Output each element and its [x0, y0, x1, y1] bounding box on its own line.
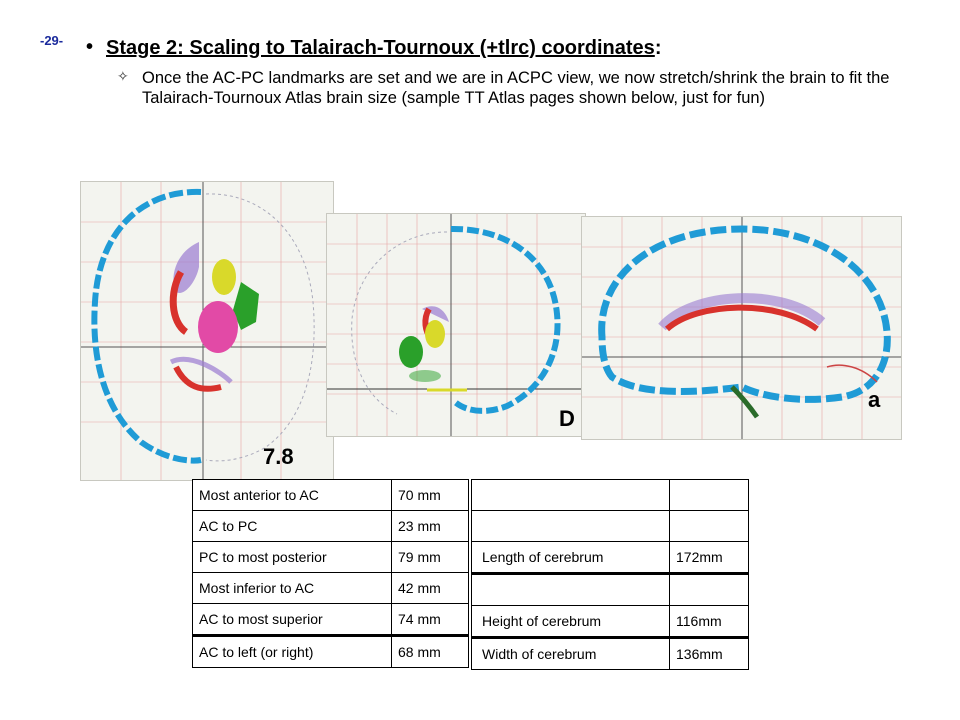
row-value: 172mm	[670, 542, 749, 574]
row-label: Most inferior to AC	[193, 573, 392, 604]
row-label: AC to most superior	[193, 604, 392, 636]
row-value: 136mm	[670, 638, 749, 670]
row-label	[472, 574, 670, 606]
row-value: 116mm	[670, 606, 749, 638]
sub-bullet-icon: ✧	[117, 68, 129, 84]
row-label: Length of cerebrum	[472, 542, 670, 574]
row-label: AC to left (or right)	[193, 636, 392, 668]
slide-title-colon: :	[654, 37, 662, 59]
row-value	[670, 574, 749, 606]
atlas-coronal-figure	[326, 213, 586, 437]
slide-title-text: Stage 2: Scaling to Talairach-Tournoux (+tlrc) coordinates	[106, 37, 655, 59]
atlas-sagittal-label: a	[868, 387, 881, 412]
row-label: Height of cerebrum	[472, 606, 670, 638]
body-text: Once the AC-PC landmarks are set and we are in ACPC view, we now stretch/shrink the brain to fit the Talairach-Tournoux Atlas brain size (sample TT Atlas pages shown below, just for fun)	[142, 69, 890, 107]
table-row	[472, 638, 749, 670]
row-label: AC to PC	[193, 511, 392, 542]
row-value: 74 mm	[392, 604, 469, 636]
table-row	[193, 573, 469, 604]
table-row	[472, 574, 749, 606]
row-label: Most anterior to AC	[193, 480, 392, 511]
row-value: 79 mm	[392, 542, 469, 573]
table-row	[193, 636, 469, 668]
atlas-axial-drawing	[81, 182, 333, 480]
table-row	[472, 511, 749, 542]
page-number: -29-	[40, 33, 64, 48]
row-value: 23 mm	[392, 511, 469, 542]
row-value	[670, 511, 749, 542]
atlas-coronal-drawing	[327, 214, 585, 436]
row-label	[472, 511, 670, 542]
right-measurements-table	[471, 479, 749, 670]
table-row	[193, 542, 469, 573]
table-row	[472, 542, 749, 574]
title-bullet: •	[86, 36, 94, 58]
slide-title	[106, 37, 661, 60]
table-row	[193, 480, 469, 511]
row-value	[670, 480, 749, 511]
atlas-sagittal-figure	[581, 216, 902, 440]
table-row	[472, 480, 749, 511]
left-measurements-table	[192, 479, 469, 668]
row-label: PC to most posterior	[193, 542, 392, 573]
atlas-axial-figure	[80, 181, 334, 481]
table-row	[193, 604, 469, 636]
row-value: 42 mm	[392, 573, 469, 604]
atlas-coronal-label: D	[559, 406, 575, 431]
row-value: 68 mm	[392, 636, 469, 668]
table-row	[193, 511, 469, 542]
atlas-axial-label: 7.8	[263, 444, 294, 469]
row-label	[472, 480, 670, 511]
row-label: Width of cerebrum	[472, 638, 670, 670]
atlas-sagittal-drawing	[582, 217, 901, 439]
table-row	[472, 606, 749, 638]
row-value: 70 mm	[392, 480, 469, 511]
